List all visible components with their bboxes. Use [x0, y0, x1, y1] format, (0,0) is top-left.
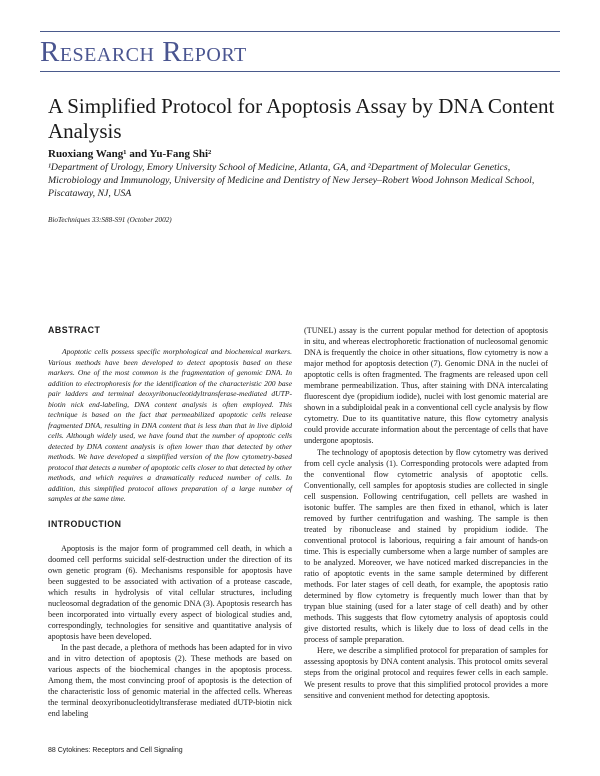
right-paragraph-3: Here, we describe a simplified protocol for preparation of samples for assessing apoptosis by DNA content analysis. This protocol omits several steps from the original protocol and requires fewer cells in each sample. We present results to prove that this simplified protocol provides a more sensitive and convenient method for detecting apoptosis. [304, 646, 548, 700]
left-column [48, 325, 292, 719]
intro-paragraph-1: Apoptosis is the major form of programmed cell death, in which a doomed cell performs suicidal self-destruction under the direction of its own genetic program (6). Mechanisms responsible for apoptosis have been suggested to be associated with activation of a protease cascade, which results in hydrolysis of vital cellular structures, including nucleosomal degradation of the genomic DNA (3). Apoptosis research has been incorporated into virtually every aspect of biological studies and, correspondingly, technologies for sensitive and quantitative analysis of apoptosis have been developed. [48, 543, 292, 641]
abstract-heading: ABSTRACT [48, 325, 101, 335]
right-paragraph-2: The technology of apoptosis detection by flow cytometry was derived from cell cycle analysis (1). Corresponding protocols were adapted from the conventional flow cytometric analysis of apoptotic cells. Conventionally, cell samples for apoptosis studies are collected in single cell suspension. Following centrifugation, cell pellets are washed in isotonic buffer. The samples are then fixed in ethanol, which is later removed by further centrifugation and washing. The sample is then treated by ribonuclease and stained by propidium iodide. The conventional protocol is laborious, requiring a fair amount of hands-on time. This is especially cumbersome when a large number of samples are to be analyzed. Moreover, we have noticed marked discrepancies in the ratio of apoptotic events in the same sample determined by different methods. For later stages of cell death, for example, the apoptosis ratio determined by flow cytometry is frequently much lower than that by trypan blue staining (used for a later stage of cell death) and by other methods. This suggests that flow cytometry analysis of apoptosis could give distorted results, which is likely due to loss of dead cells in the process of sample preparation. [304, 447, 548, 645]
abstract-text: Apoptotic cells possess specific morphological and biochemical markers. Various methods have been developed to detect apoptosis based on these markers. One of the most common is the fragmentation of genomic DNA. In addition to electrophoresis for the identification of the characteristic 200 base pair ladders and terminal deoxyribonucleotidyltransferase-mediated dUTP-biotin nick end-labeling, DNA content analysis is often employed. This technique is based on the fact that permeabilized apoptotic cells release fragmented DNA, resulting in DNA content that is less than that in live diploid cells. Although widely used, we have found that the number of apoptotic cells detected by DNA content analysis is often lower than that detected by other methods. We have developed a simplified version of the flow cytometry-based protocol that detects a number of apoptotic cells closer to that detected by other methods, and which requires a dramatically reduced number of cells. In addition, this simplified protocol allows preparation of a large number of samples at the same time. [48, 347, 292, 503]
banner-top-rule [40, 31, 560, 32]
banner-bottom-rule [40, 71, 560, 72]
article-affiliations: ¹Department of Urology, Emory University School of Medicine, Atlanta, GA, and ²Department of Molecular Genetics, Microbiology and Immunology, University of Medicine and Dentistry of New Jersey–Robert Wood Johnson Medical School, Piscataway, NJ, USA [48, 162, 535, 199]
introduction-heading: INTRODUCTION [48, 518, 122, 529]
right-column [304, 325, 548, 701]
article-title: A Simplified Protocol for Apoptosis Assay by DNA Content Analysis [48, 94, 555, 143]
right-paragraph-1: (TUNEL) assay is the current popular method for detection of apoptosis in situ, and whereas electrophoretic fractionation of nucleosomal genomic DNA is frequently the choice in other situations, flow cytometry is now a major method for apoptosis detection (7). Genomic DNA in the nuclei of apoptotic cells is often fragmented. The fragments are released upon cell membrane permeabilization. Thus, after staining with DNA intercalating fluorescent dye (propidium iodide), nuclei with lost genomic material are shown in a subdiploidal peak in a conventional cell cycle analysis by flow cytometry. Due to its quantitative nature, this flow cytometry analysis could provide accurate information about the percentage of cells that have undergone apoptosis. [304, 326, 548, 446]
article-authors: Ruoxiang Wang¹ and Yu-Fang Shi² [48, 148, 212, 160]
page-footer: 88 Cytokines: Receptors and Cell Signaling [48, 747, 183, 754]
article-citation: BioTechniques 33:S88-S91 (October 2002) [48, 216, 172, 224]
banner-text: Research Report [40, 36, 247, 68]
intro-paragraph-2: In the past decade, a plethora of methods has been adapted for in vivo and in vitro detection of apoptosis (2). These methods are based on various aspects of the biochemical changes in the apoptosis process. Among them, the most convincing proof of apoptosis is the detection of the characteristic loss of genomic material in the affected cells. Whereas the terminal deoxyribonucleotidyltransferase mediated dUTP-biotin nick end labeling [48, 642, 292, 719]
section-banner [40, 35, 560, 69]
